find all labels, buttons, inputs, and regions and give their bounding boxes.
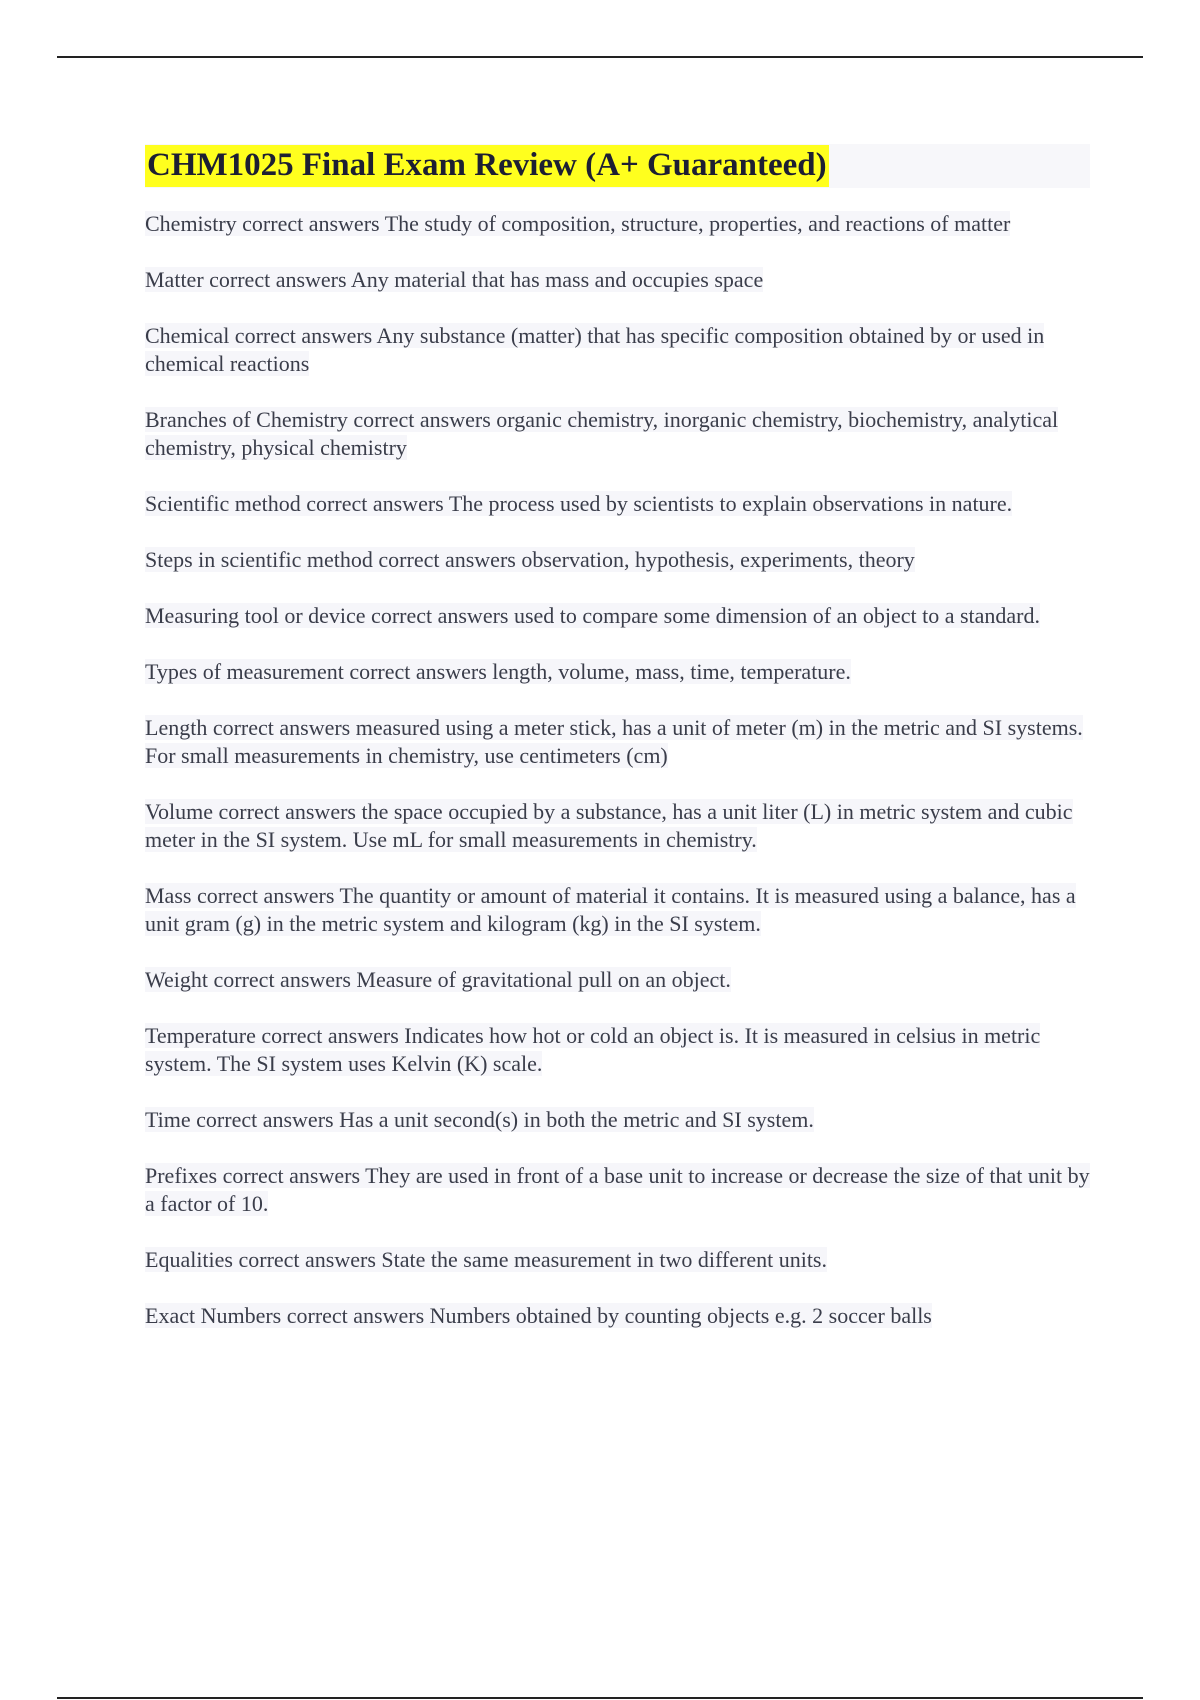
document-title: CHM1025 Final Exam Review (A+ Guaranteed)	[145, 145, 829, 187]
entry	[145, 602, 1090, 630]
entry-text: Chemistry correct answers The study of composition, structure, properties, and reactions of matter	[145, 211, 1011, 236]
entry-text: Prefixes correct answers They are used in front of a base unit to increase or decrease the size of that unit by a factor of 10.	[145, 1163, 1090, 1216]
entry-text: Types of measurement correct answers length, volume, mass, time, temperature.	[145, 659, 851, 684]
entry	[145, 966, 1090, 994]
entry	[145, 490, 1090, 518]
entry	[145, 1162, 1090, 1218]
entry-text: Weight correct answers Measure of gravitational pull on an object.	[145, 967, 731, 992]
entry	[145, 1302, 1090, 1330]
entry-text: Time correct answers Has a unit second(s) in both the metric and SI system.	[145, 1107, 814, 1132]
entry-text: Matter correct answers Any material that has mass and occupies space	[145, 267, 764, 292]
entry	[145, 406, 1090, 462]
entry	[145, 714, 1090, 770]
entry	[145, 1106, 1090, 1134]
entry-text: Scientific method correct answers The process used by scientists to explain observations in nature.	[145, 491, 1013, 516]
entry	[145, 658, 1090, 686]
entry-text: Mass correct answers The quantity or amount of material it contains. It is measured using a balance, has a unit gram (g) in the metric system and kilogram (kg) in the SI system.	[145, 883, 1076, 936]
top-rule	[57, 56, 1143, 58]
entry	[145, 882, 1090, 938]
document-body	[145, 144, 1090, 1330]
entry	[145, 322, 1090, 378]
title-band	[145, 144, 1090, 188]
entry	[145, 266, 1090, 294]
entry	[145, 1246, 1090, 1274]
entry-text: Length correct answers measured using a meter stick, has a unit of meter (m) in the metric and SI systems. For small measurements in chemistry, use centimeters (cm)	[145, 715, 1083, 768]
entry	[145, 798, 1090, 854]
entry-text: Exact Numbers correct answers Numbers obtained by counting objects e.g. 2 soccer balls	[145, 1303, 932, 1328]
entry-text: Branches of Chemistry correct answers organic chemistry, inorganic chemistry, biochemistry, analytical chemistry, physical chemistry	[145, 407, 1059, 460]
entry-text: Volume correct answers the space occupied by a substance, has a unit liter (L) in metric system and cubic meter in the SI system. Use mL for small measurements in chemistry.	[145, 799, 1073, 852]
entry-text: Steps in scientific method correct answers observation, hypothesis, experiments, theory	[145, 547, 915, 572]
entry-text: Temperature correct answers Indicates how hot or cold an object is. It is measured in celsius in metric system. The SI system uses Kelvin (K) scale.	[145, 1023, 1041, 1076]
bottom-rule	[57, 1697, 1143, 1699]
entry	[145, 546, 1090, 574]
entry-text: Equalities correct answers State the same measurement in two different units.	[145, 1247, 827, 1272]
entry	[145, 1022, 1090, 1078]
entry-text: Measuring tool or device correct answers used to compare some dimension of an object to a standard.	[145, 603, 1040, 628]
entry-text: Chemical correct answers Any substance (matter) that has specific composition obtained by or used in chemical reactions	[145, 323, 1045, 376]
entry	[145, 210, 1090, 238]
